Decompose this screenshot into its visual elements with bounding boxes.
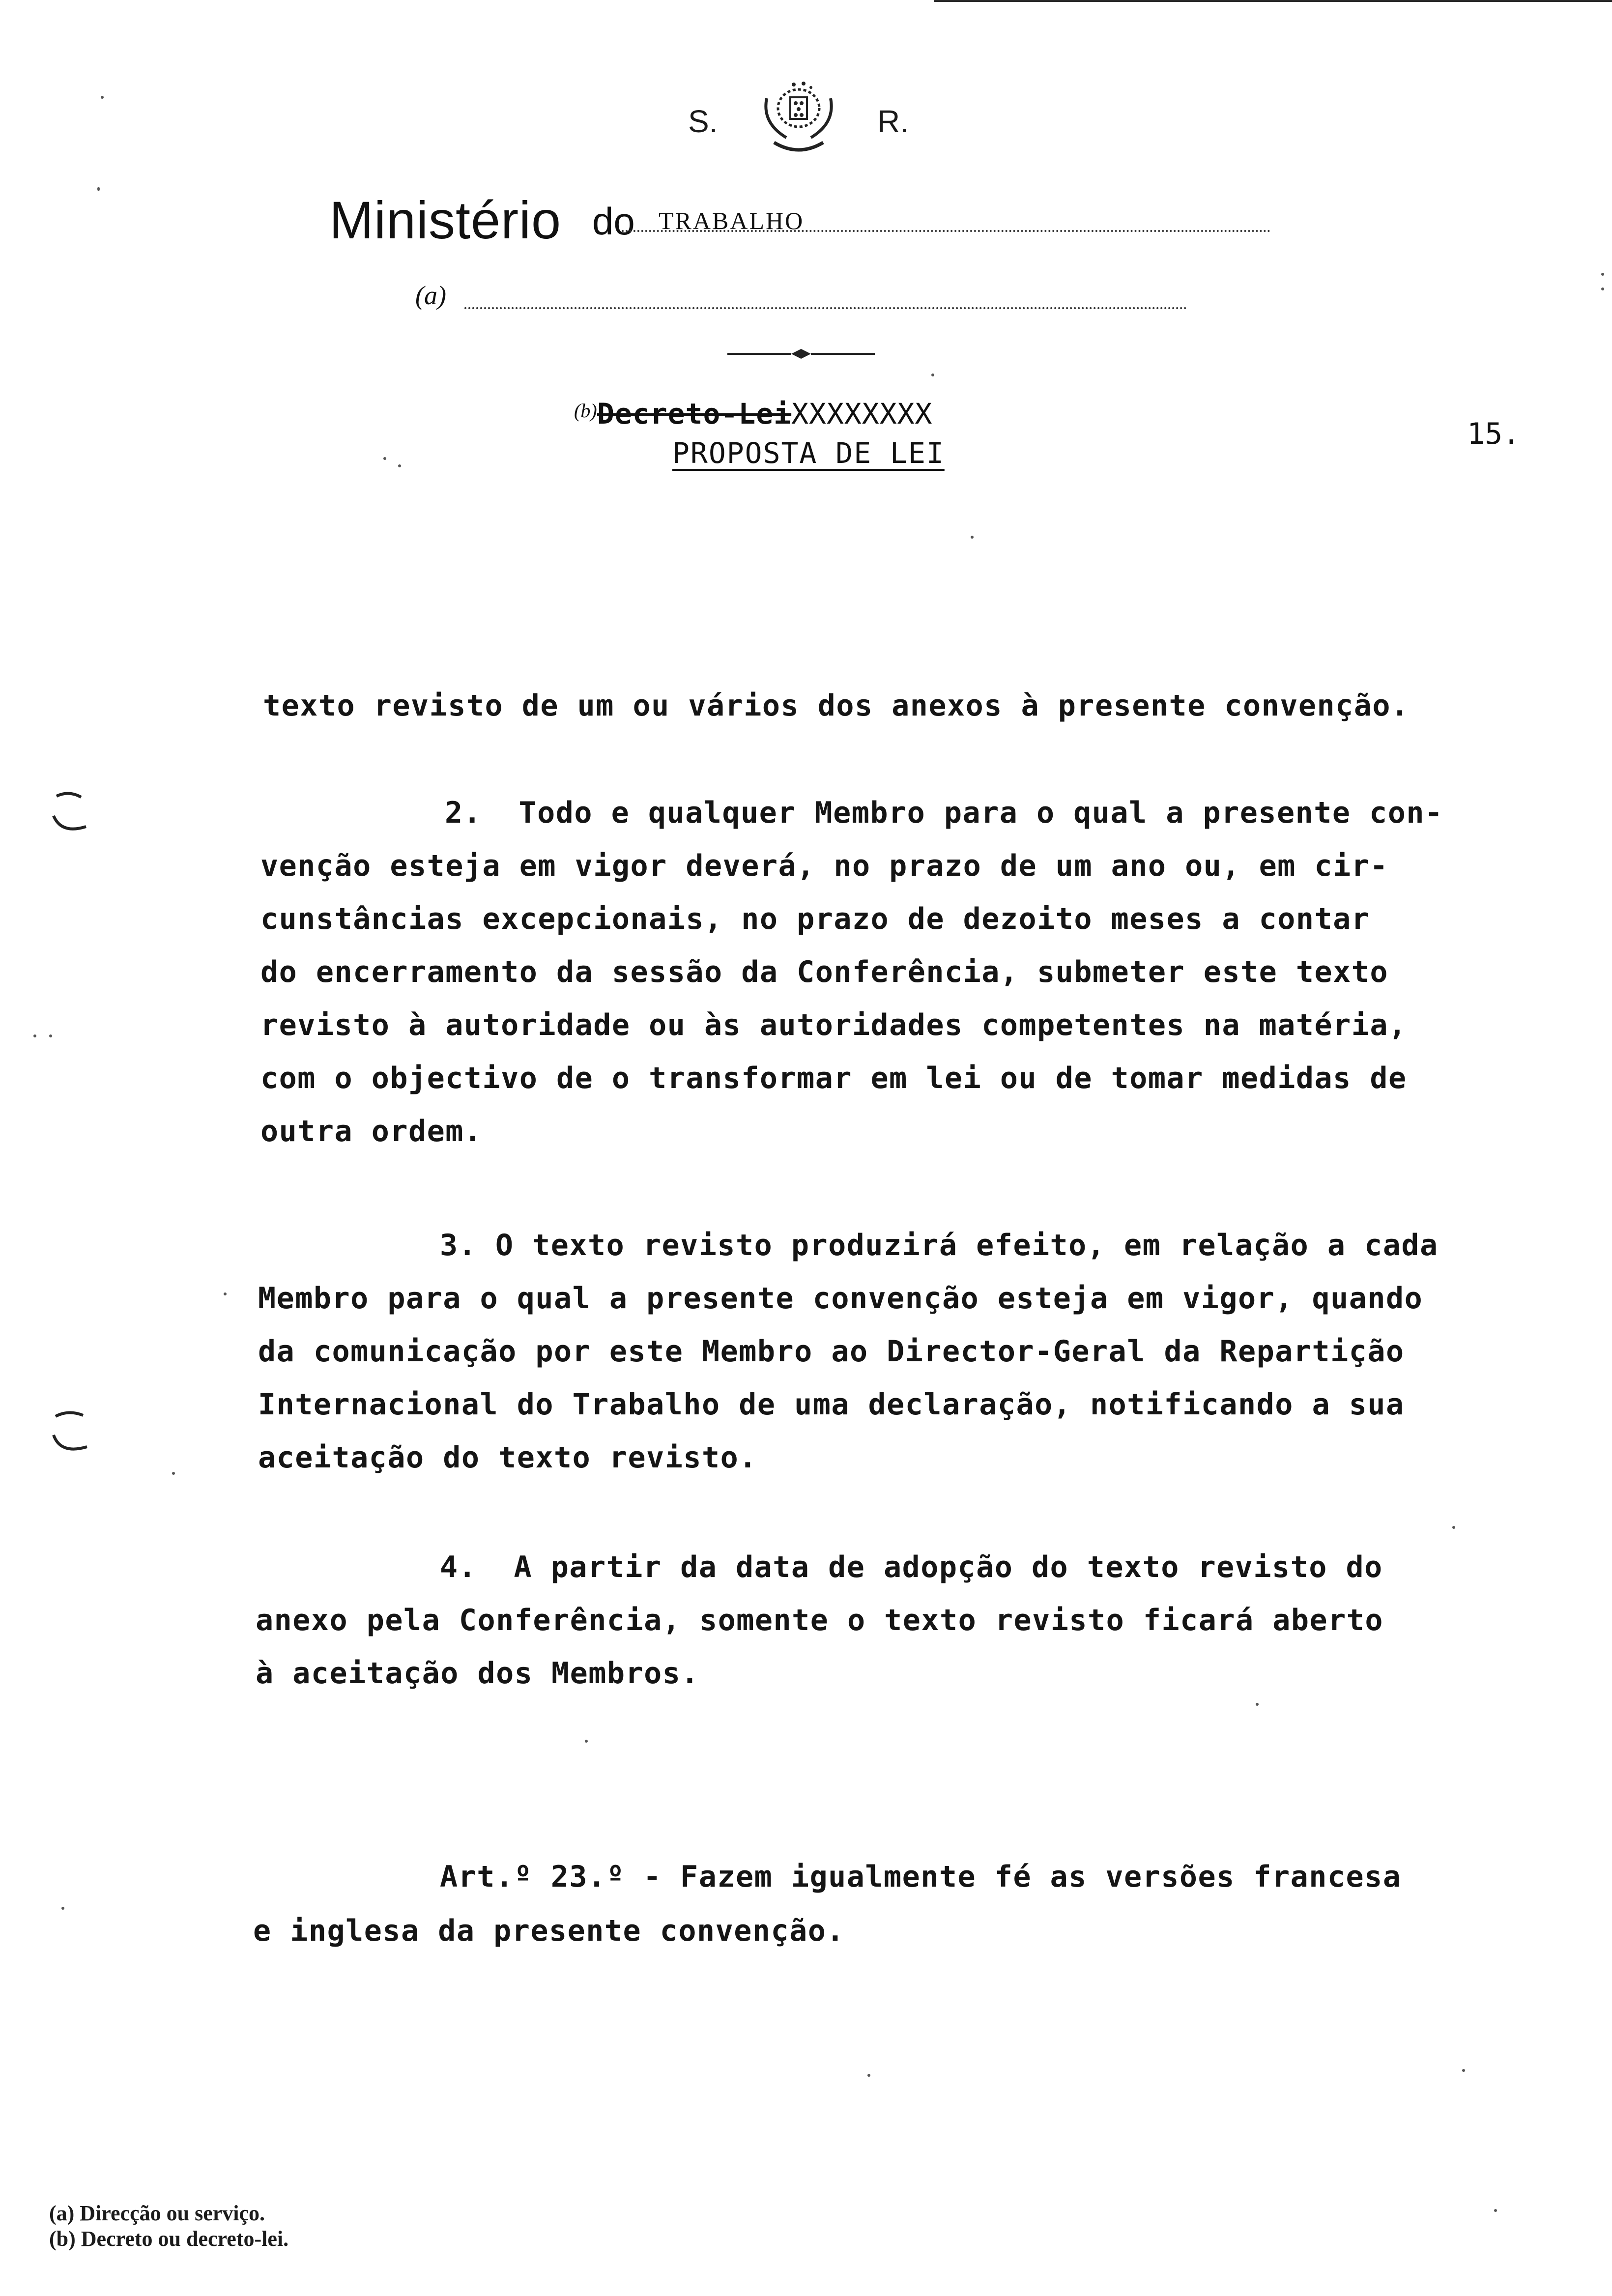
paragraph-line: à aceitação dos Membros. — [256, 1656, 699, 1691]
struck-overtype: XXXXXXXX — [791, 397, 933, 430]
binder-hole-mark-upper — [47, 786, 91, 840]
coat-of-arms-emblem — [747, 79, 850, 162]
header-r-letter: R. — [877, 104, 909, 139]
page-number: 15. — [1467, 417, 1521, 451]
paragraph-line: aceitação do texto revisto. — [258, 1440, 757, 1475]
ministry-name: TRABALHO — [659, 207, 805, 234]
paragraph-line: Internacional do Trabalho de uma declaração, notificando a sua — [258, 1387, 1405, 1422]
paragraph-line: anexo pela Conferência, somente o texto revisto ficará aberto — [256, 1603, 1384, 1637]
document-type: PROPOSTA DE LEI — [672, 436, 945, 470]
paragraph-line: 4. A partir da data de adopção do texto revisto do — [440, 1550, 1383, 1584]
header-s-letter: S. — [688, 104, 718, 139]
paragraph-line: da comunicação por este Membro ao Director-Geral da Repartição — [258, 1334, 1405, 1369]
paragraph-line: cunstâncias excepcionais, no prazo de dezoito meses a contar — [260, 902, 1370, 936]
paragraph-line: outra ordem. — [260, 1114, 483, 1148]
article-line: Art.º 23.º - Fazem igualmente fé as versões francesa — [440, 1860, 1402, 1894]
paragraph-line: do encerramento da sessão da Conferência, submeter este texto — [260, 955, 1389, 989]
footnote-b: (b) Decreto ou decreto-lei. — [49, 2227, 289, 2251]
carryover-line: texto revisto de um ou vários dos anexos à presente convenção. — [263, 689, 1410, 723]
struck-type-text: Decreto-Lei — [597, 397, 792, 430]
paragraph-line: 2. Todo e qualquer Membro para o qual a presente con- — [445, 796, 1443, 830]
paragraph-line: 3. O texto revisto produzirá efeito, em relação a cada — [440, 1228, 1439, 1263]
ministry-heading: Ministério — [329, 190, 562, 250]
scan-edge-line — [934, 0, 1612, 2]
footnote-b-marker: (b) — [574, 400, 597, 422]
ministry-do-label: do — [592, 200, 635, 243]
binder-hole-mark-lower — [47, 1406, 91, 1460]
footnote-a: (a) Direcção ou serviço. — [49, 2201, 265, 2225]
paragraph-line: revisto à autoridade ou às autoridades competentes na matéria, — [260, 1008, 1407, 1042]
struck-document-type — [597, 397, 932, 430]
service-dotted-line — [464, 307, 1187, 309]
article-line: e inglesa da presente convenção. — [253, 1914, 845, 1948]
paragraph-line: venção esteja em vigor deverá, no prazo de um ano ou, em cir- — [260, 849, 1389, 883]
paragraph-line: com o objectivo de o transformar em lei ou de tomar medidas de — [260, 1061, 1407, 1095]
divider-ornament — [727, 344, 875, 364]
paragraph-line: Membro para o qual a presente convenção esteja em vigor, quando — [258, 1281, 1423, 1316]
footnote-a-marker: (a) — [415, 281, 446, 310]
